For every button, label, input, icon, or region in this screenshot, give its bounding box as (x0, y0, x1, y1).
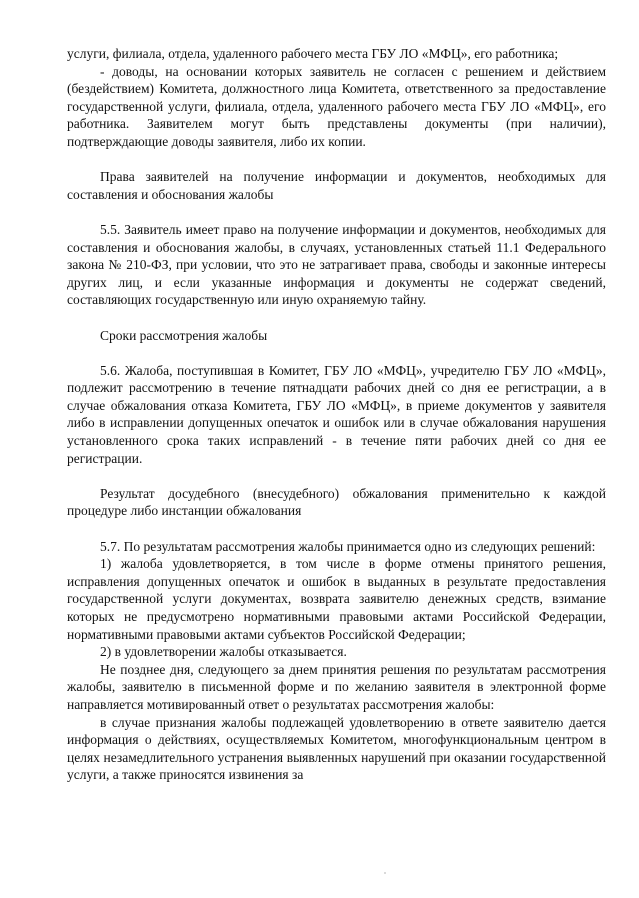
paragraph-continuation: услуги, филиала, отдела, удаленного рабочего места ГБУ ЛО «МФЦ», его работника; (67, 46, 559, 61)
list-item-2: 2) в удовлетворении жалобы отказывается. (100, 644, 347, 660)
list-item-1: 1) жалоба удовлетворяется, в том числе в форме отмены принятого решения, исправления допущенных опечаток и ошибок в выданных в результате предоставления государственной услуги документах, возврата заявителю денежных средств, взимание которых не предусмотрено нормативными правовыми актами Российской Федерации, нормативными правовыми актами субъектов Российской Федерации; (67, 556, 606, 642)
paragraph-response: Не позднее дня, следующего за днем принятия решения по результатам рассмотрения жалобы, заявителю в письменной форме и по желанию заявителя в электронной форме направляется мотивированный ответ о результатах рассмотрения жалобы: (67, 661, 606, 712)
scan-speck (384, 872, 386, 874)
paragraph-5-7: 5.7. По результатам рассмотрения жалобы принимается одно из следующих решений: (100, 538, 596, 554)
paragraph-5-6: 5.6. Жалоба, поступившая в Комитет, ГБУ ЛО «МФЦ», учредителю ГБУ ЛО «МФЦ», подлежит рассмотрению в течение пятнадцати рабочих дней со дня ее регистрации, а в случае обжалования отказа Комитета, ГБУ ЛО «МФЦ», в приеме документов у заявителя либо в исправлении допущенных опечаток и ошибок или в случае обжалования нарушения установленного срока таких исправлений - в течение пяти рабочих дней со дня ее регистрации. (67, 362, 606, 466)
document-body (67, 45, 606, 784)
paragraph-5-5: 5.5. Заявитель имеет право на получение информации и документов, необходимых для составления и обоснования жалобы, в случаях, установленных статьей 11.1 Федерального закона № 210-ФЗ, при условии, что это не затрагивает права, свободы и законные интересы других лиц, и если указанные информация и документы не содержат сведений, составляющих государственную или иную охраняемую тайну. (67, 221, 606, 308)
paragraph-arguments: - доводы, на основании которых заявитель не согласен с решением и действием (бездействием) Комитета, должностного лица Комитета, ответственного за предоставление государственной услуги, филиала, отдела, удаленного рабочего места ГБУ ЛО «МФЦ», его работника. Заявителем могут быть представлены документы (при наличии), подтверждающие доводы заявителя, либо их копии. (67, 63, 606, 149)
section-heading-terms: Сроки рассмотрения жалобы (100, 327, 268, 343)
section-heading-rights: Права заявителей на получение информации и документов, необходимых для составления и обоснования жалобы (67, 169, 606, 202)
paragraph-satisfied-case: в случае признания жалобы подлежащей удовлетворению в ответе заявителю дается информация о действиях, осуществляемых Комитетом, многофункциональным центром в целях незамедлительного устранения выявленных нарушений при оказании государственной услуги, а также приносятся извинения за (67, 714, 606, 783)
section-heading-result: Результат досудебного (внесудебного) обжалования применительно к каждой процедуре либо инстанции обжалования (67, 485, 606, 519)
